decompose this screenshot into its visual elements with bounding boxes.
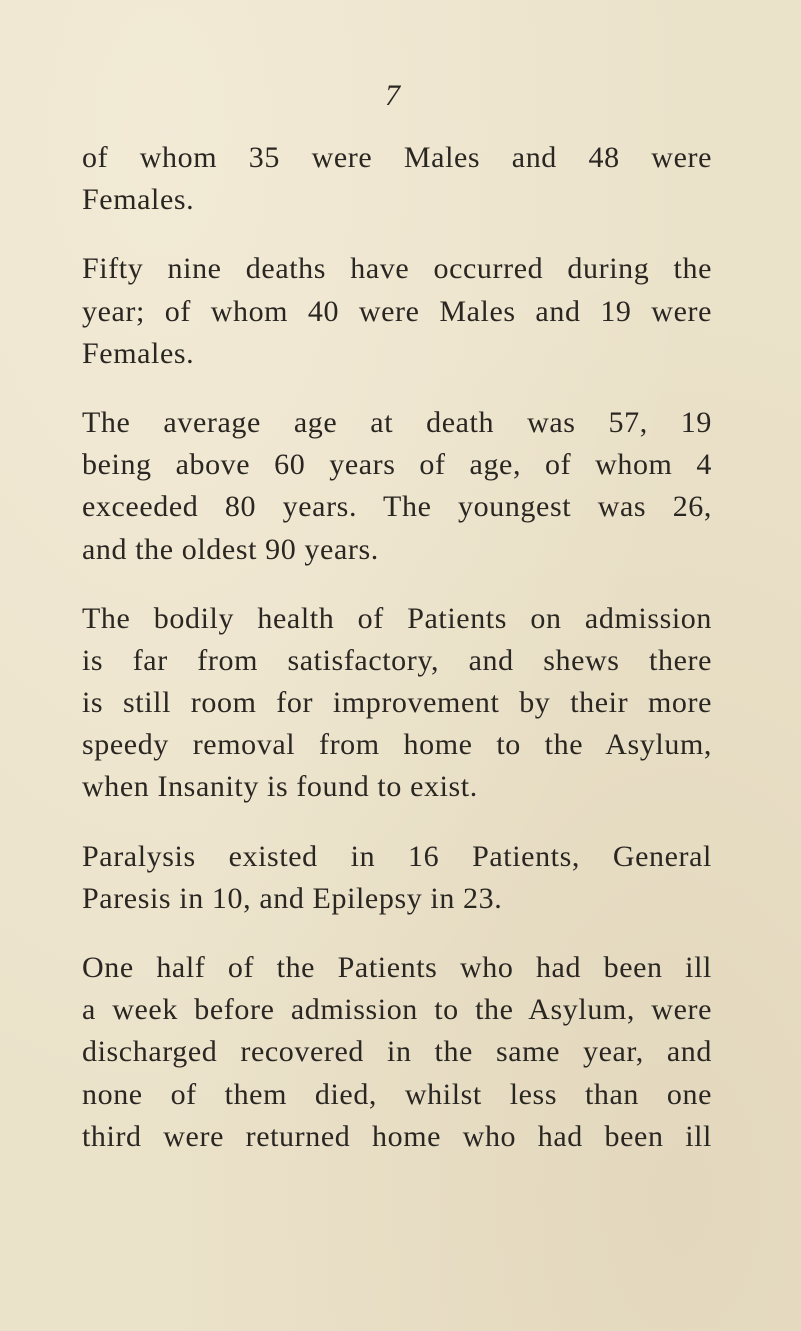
paragraph-bodily-health (82, 598, 712, 809)
paragraph-deaths (82, 248, 712, 375)
text-line: The average age at death was 57, 19 (82, 405, 712, 439)
text-line: discharged recovered in the same year, and (82, 1035, 712, 1069)
text-line: when Insanity is found to exist. (82, 770, 478, 804)
text-line: Paralysis existed in 16 Patients, General (82, 839, 712, 873)
paragraph-admissions-sex (82, 137, 712, 221)
text-line: The bodily health of Patients on admission (82, 601, 712, 635)
text-line: of whom 35 were Males and 48 were (82, 141, 712, 174)
text-line: Paresis in 10, and Epilepsy in 23. (82, 881, 503, 915)
text-line: a week before admission to the Asylum, were (82, 993, 712, 1027)
page-number-text: 7 (385, 79, 400, 112)
text-line: Females. (82, 183, 195, 217)
text-line: exceeded 80 years. The youngest was 26, (82, 490, 712, 524)
text-line: third were returned home who had been ill (82, 1119, 712, 1153)
text-line: Fifty nine deaths have occurred during the (82, 252, 712, 286)
text-line: being above 60 years of age, of whom 4 (82, 448, 712, 482)
paragraph-average-age (82, 402, 712, 571)
text-line: and the oldest 90 years. (82, 532, 379, 566)
text-line: is still room for improvement by their more (82, 686, 712, 720)
text-line: Females. (82, 336, 195, 370)
text-line: year; of whom 40 were Males and 19 were (82, 294, 712, 328)
paragraph-paralysis (82, 836, 712, 920)
text-line: speedy removal from home to the Asylum, (82, 728, 712, 762)
paragraph-recovery (82, 947, 712, 1158)
page-number (0, 78, 801, 114)
body-text (82, 137, 712, 1185)
text-line: One half of the Patients who had been ill (82, 951, 712, 984)
text-line: is far from satisfactory, and shews there (82, 643, 712, 677)
text-line: none of them died, whilst less than one (82, 1077, 712, 1111)
